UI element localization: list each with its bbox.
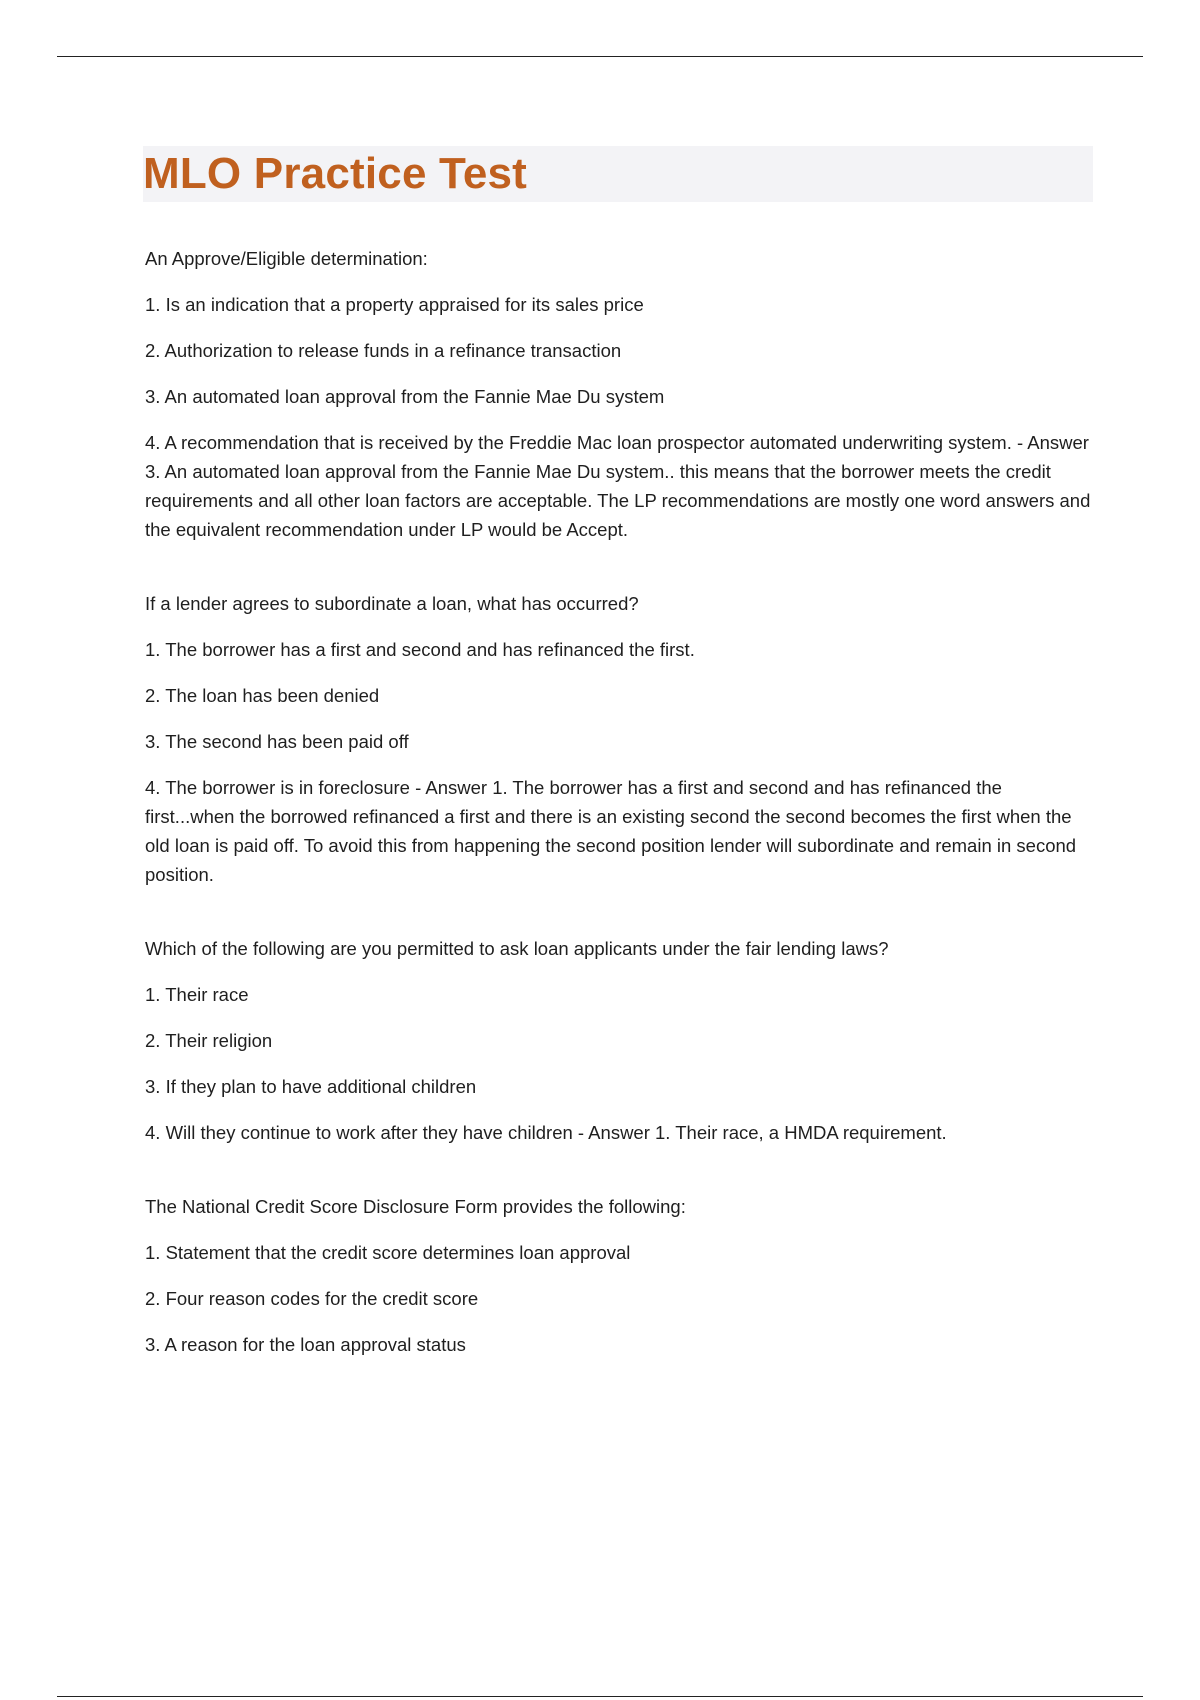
answer-option: 1. Statement that the credit score determines loan approval xyxy=(145,1242,631,1263)
answer-option-with-explanation: 4. The borrower is in foreclosure - Answer 1. The borrower has a first and second and has refinanced the first...when the borrowed refinanced a first and there is an existing second the second becomes the first when the old loan is paid off. To avoid this from happening the second position lender will subordinate and remain in second position. xyxy=(145,777,1077,885)
question-block xyxy=(145,934,1093,1147)
question-block xyxy=(145,1192,1093,1359)
answer-option: 1. Their race xyxy=(145,984,249,1005)
question-block xyxy=(145,244,1093,544)
answer-option: 2. The loan has been denied xyxy=(145,685,380,706)
answer-option-with-explanation: 4. Will they continue to work after they have children - Answer 1. Their race, a HMDA requirement. xyxy=(145,1122,947,1143)
document-body xyxy=(145,146,1093,1404)
answer-option: 2. Their religion xyxy=(145,1030,273,1051)
question-text: The National Credit Score Disclosure Form provides the following: xyxy=(145,1196,686,1217)
answer-option: 3. A reason for the loan approval status xyxy=(145,1334,466,1355)
question-list xyxy=(145,244,1093,1359)
top-divider xyxy=(57,56,1143,57)
title-band xyxy=(143,146,1093,202)
answer-option: 1. Is an indication that a property appraised for its sales price xyxy=(145,294,644,315)
question-text: Which of the following are you permitted to ask loan applicants under the fair lending laws? xyxy=(145,938,889,959)
document-title: MLO Practice Test xyxy=(143,149,528,198)
answer-option: 3. If they plan to have additional children xyxy=(145,1076,477,1097)
question-block xyxy=(145,589,1093,889)
answer-option: 2. Authorization to release funds in a refinance transaction xyxy=(145,340,622,361)
bottom-divider xyxy=(57,1696,1143,1697)
answer-option: 2. Four reason codes for the credit score xyxy=(145,1288,479,1309)
answer-option: 1. The borrower has a first and second and has refinanced the first. xyxy=(145,639,695,660)
answer-option: 3. An automated loan approval from the Fannie Mae Du system xyxy=(145,386,665,407)
answer-option-with-explanation: 4. A recommendation that is received by the Freddie Mac loan prospector automated underwriting system. - Answer 3. An automated loan approval from the Fannie Mae Du system.. this means that the borrower meets the credit requirements and all other loan factors are acceptable. The LP recommendations are mostly one word answers and the equivalent recommendation under LP would be Accept. xyxy=(145,432,1091,540)
answer-option: 3. The second has been paid off xyxy=(145,731,409,752)
question-text: If a lender agrees to subordinate a loan, what has occurred? xyxy=(145,593,639,614)
question-text: An Approve/Eligible determination: xyxy=(145,248,428,269)
